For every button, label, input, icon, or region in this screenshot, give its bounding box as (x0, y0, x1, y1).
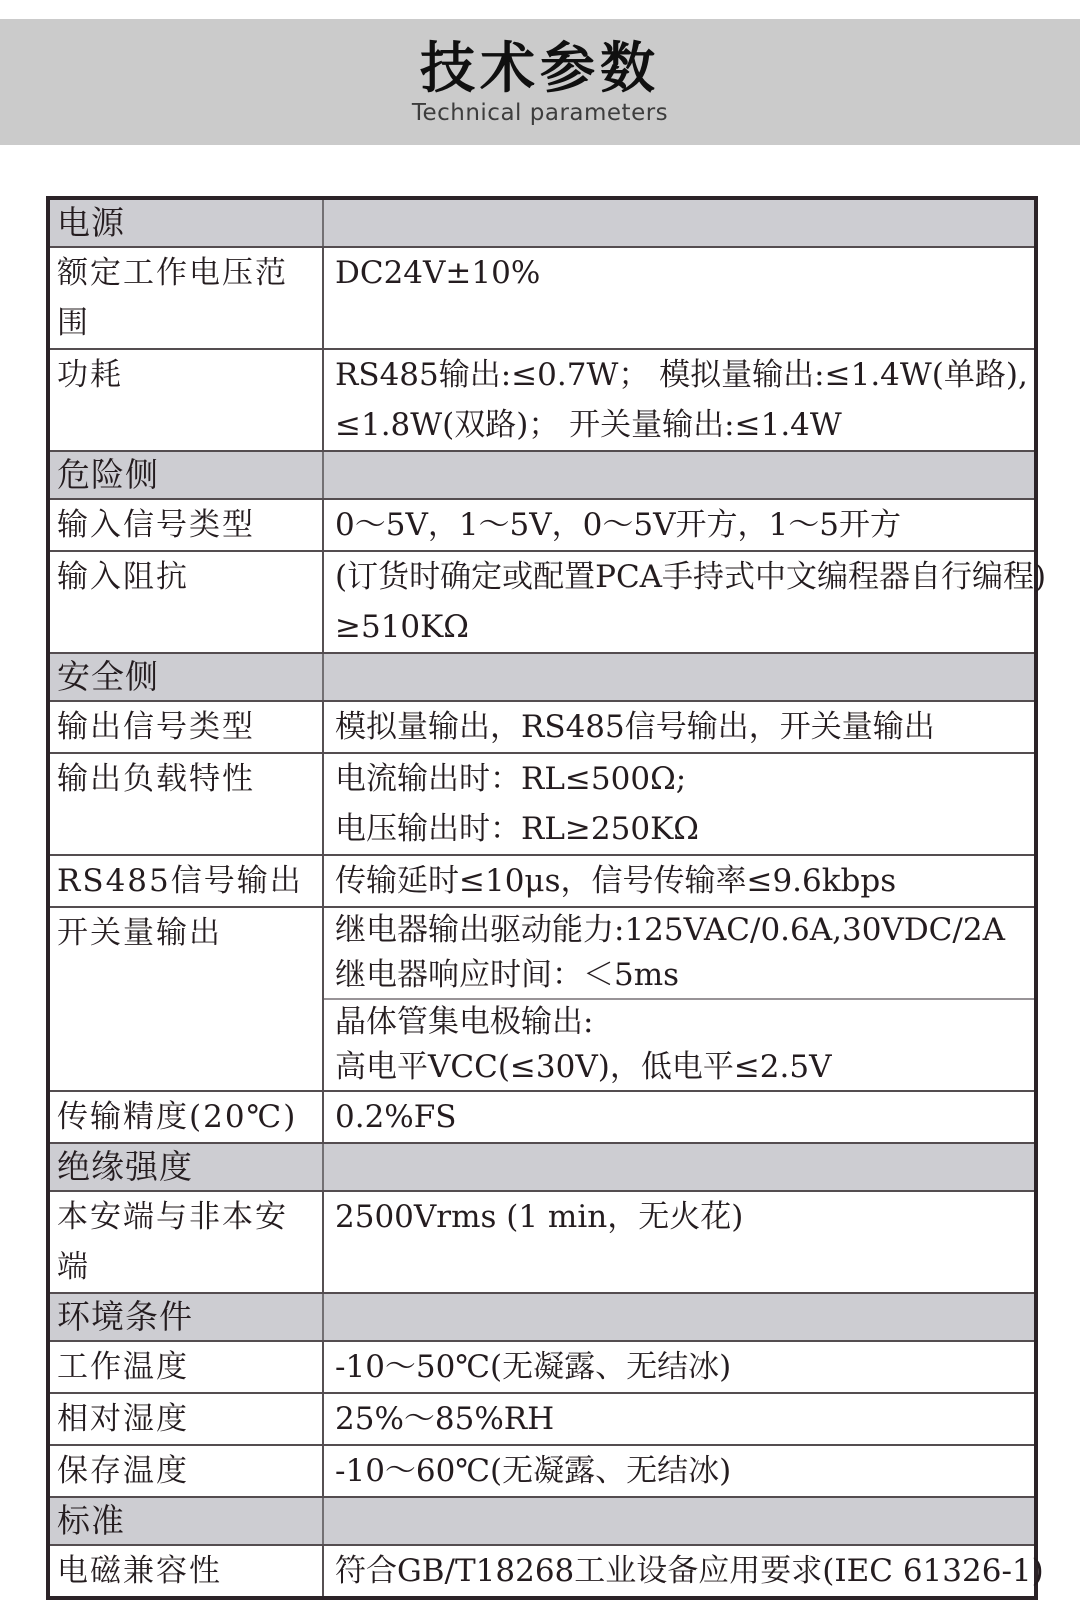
row-value (324, 1446, 1034, 1496)
header-band (0, 19, 1080, 145)
row-value (324, 1546, 1044, 1596)
spec-row (50, 348, 1034, 450)
row-value (324, 552, 1046, 652)
value-line: 模拟量输出，RS485信号输出，开关量输出 (335, 709, 935, 745)
row-value (324, 1092, 1034, 1142)
value-line: 晶体管集电极输出: (335, 1004, 594, 1040)
row-label: 传输精度(20℃) (50, 1092, 324, 1142)
row-label: 电磁兼容性 (50, 1546, 324, 1596)
section-row (50, 1292, 1034, 1340)
section-label: 环境条件 (50, 1294, 324, 1340)
spec-row (50, 1444, 1034, 1496)
row-label: 工作温度 (50, 1342, 324, 1392)
value-line: ≥510KΩ (335, 609, 470, 645)
spec-table (46, 196, 1047, 1600)
spec-row (50, 1392, 1034, 1444)
section-label: 绝缘强度 (50, 1144, 324, 1190)
value-line: 继电器输出驱动能力:125VAC/0.6A,30VDC/2A (335, 912, 1005, 948)
row-value (324, 1192, 1034, 1292)
section-row (50, 450, 1034, 498)
spec-row (50, 752, 1034, 854)
section-row (50, 652, 1034, 700)
value-line: 符合GB/T18268工业设备应用要求(IEC 61326-1) (335, 1553, 1044, 1589)
row-value (324, 200, 1034, 246)
value-line: 电压输出时：RL≥250KΩ (335, 811, 699, 847)
value-line: 继电器响应时间：＜5ms (335, 957, 680, 993)
row-value (324, 1394, 1034, 1444)
value-line: 传输延时≤10μs，信号传输率≤9.6kbps (335, 863, 897, 899)
section-row (50, 1142, 1034, 1190)
row-label: 输入信号类型 (50, 500, 324, 550)
value-group (335, 908, 1034, 998)
row-label: 输入阻抗 (50, 552, 324, 652)
value-line: 0～5V，1～5V，0～5V开方，1～5开方 (335, 507, 901, 543)
row-label: 本安端与非本安端 (50, 1192, 324, 1292)
spec-row (50, 854, 1034, 906)
row-label: 保存温度 (50, 1446, 324, 1496)
value-line: 高电平VCC(≤30V)，低电平≤2.5V (335, 1049, 832, 1085)
spec-row (50, 1544, 1044, 1596)
section-row (50, 200, 1034, 246)
spec-row (50, 1190, 1034, 1292)
row-label: 开关量输出 (50, 908, 324, 1090)
value-line: RS485输出:≤0.7W； 模拟量输出:≤1.4W(单路), (335, 357, 1028, 393)
row-label: 功耗 (50, 350, 324, 450)
section-row (50, 1496, 1034, 1544)
value-line: 0.2%FS (335, 1099, 457, 1135)
row-label: 输出负载特性 (50, 754, 324, 854)
row-value (324, 350, 1034, 450)
row-value (324, 1144, 1034, 1190)
row-value (324, 856, 1034, 906)
value-line: DC24V±10% (335, 255, 541, 291)
value-line: 2500Vrms (1 min，无火花) (335, 1199, 744, 1235)
row-value (324, 754, 1034, 854)
value-line: 25%～85%RH (335, 1401, 555, 1437)
row-value (324, 702, 1034, 752)
spec-row (50, 246, 1034, 348)
row-value (324, 1342, 1034, 1392)
spec-row (50, 498, 1034, 550)
row-value (324, 1498, 1034, 1544)
row-value (324, 1294, 1034, 1340)
section-label: 危险侧 (50, 452, 324, 498)
value-line: (订货时确定或配置PCA手持式中文编程器自行编程) (335, 559, 1047, 595)
section-label: 电源 (50, 200, 324, 246)
value-line: ≤1.8W(双路)； 开关量输出:≤1.4W (335, 407, 842, 443)
spec-row (50, 550, 1047, 652)
section-label: 标准 (50, 1498, 324, 1544)
row-label: 额定工作电压范围 (50, 248, 324, 348)
section-label: 安全侧 (50, 654, 324, 700)
spec-row (50, 1090, 1034, 1142)
row-value (324, 452, 1034, 498)
row-value (324, 248, 1034, 348)
value-line: -10～60℃(无凝露、无结冰) (335, 1453, 732, 1489)
spec-row (50, 700, 1034, 752)
row-label: 输出信号类型 (50, 702, 324, 752)
page-title: 技术参数 (419, 35, 660, 100)
row-value (324, 908, 1034, 1090)
spec-row (50, 1340, 1034, 1392)
value-line: -10～50℃(无凝露、无结冰) (335, 1349, 732, 1385)
value-line: 电流输出时：RL≤500Ω; (335, 761, 687, 797)
row-label: RS485信号输出 (50, 856, 324, 906)
page-subtitle: Technical parameters (411, 99, 669, 126)
row-label: 相对湿度 (50, 1394, 324, 1444)
row-value (324, 500, 1034, 550)
row-value (324, 654, 1034, 700)
value-group (324, 998, 1034, 1090)
spec-row (50, 906, 1034, 1090)
